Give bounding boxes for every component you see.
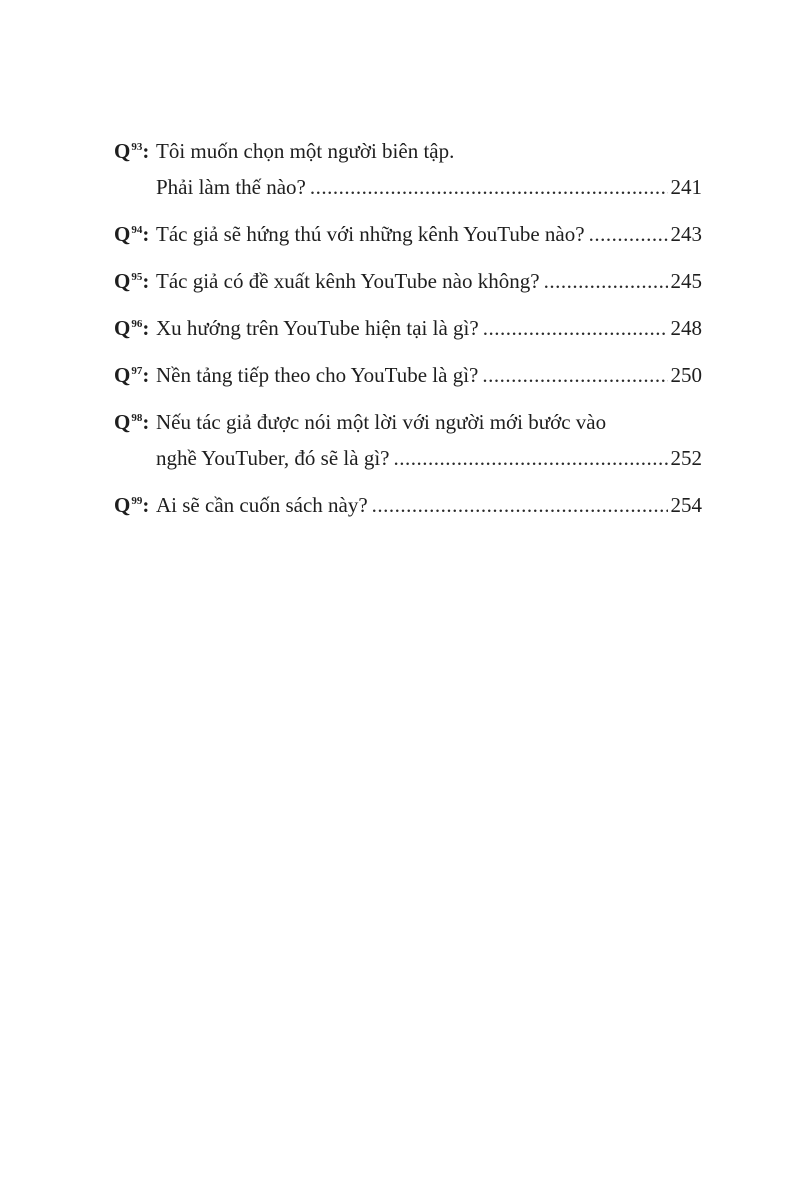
entry-title: Ai sẽ cần cuốn sách này?	[156, 493, 368, 517]
table-of-contents	[114, 133, 702, 523]
toc-entry-q95[interactable]	[114, 263, 702, 299]
page-number: 252	[670, 446, 702, 470]
dot-leader	[310, 169, 668, 205]
dot-leader	[372, 487, 668, 523]
question-number: 98	[131, 412, 143, 424]
entry-title: nghề YouTuber, đó sẽ là gì?	[156, 446, 390, 470]
entry-title: Nếu tác giả được nói một lời với người mới bước vào	[156, 410, 607, 434]
page-number: 241	[670, 175, 702, 199]
entry-title: Phải làm thế nào?	[156, 175, 306, 199]
question-number: 93	[131, 141, 143, 153]
page-number: 254	[670, 493, 702, 517]
dot-leader	[589, 216, 668, 252]
page-number: 245	[670, 269, 702, 293]
entry-title: Tôi muốn chọn một người biên tập.	[156, 139, 455, 163]
toc-entry-q94[interactable]	[114, 216, 702, 252]
question-number: 95	[131, 271, 143, 283]
question-label: $Q^{93}$:	[114, 139, 150, 163]
entry-title: Nền tảng tiếp theo cho YouTube là gì?	[156, 363, 479, 387]
question-label: $Q^{98}$:	[114, 410, 150, 434]
toc-entry-q99[interactable]	[114, 487, 702, 523]
page-number: 243	[670, 222, 702, 246]
entry-title: Xu hướng trên YouTube hiện tại là gì?	[156, 316, 479, 340]
toc-entry-q98[interactable]	[114, 404, 702, 476]
question-number: 94	[131, 224, 143, 236]
page-number: 250	[670, 363, 702, 387]
page-number: 248	[670, 316, 702, 340]
question-label: $Q^{94}$:	[114, 222, 150, 246]
question-label: $Q^{96}$:	[114, 316, 150, 340]
question-label: $Q^{99}$:	[114, 493, 150, 517]
dot-leader	[482, 357, 667, 393]
question-label: $Q^{97}$:	[114, 363, 150, 387]
question-label: $Q^{95}$:	[114, 269, 150, 293]
dot-leader	[393, 440, 667, 476]
dot-leader	[544, 263, 668, 299]
question-number: 97	[131, 365, 143, 377]
question-number: 99	[131, 495, 143, 507]
toc-entry-q97[interactable]	[114, 357, 702, 393]
question-number: 96	[131, 318, 143, 330]
dot-leader	[483, 310, 668, 346]
toc-entry-q93[interactable]	[114, 133, 702, 205]
toc-entry-q96[interactable]	[114, 310, 702, 346]
entry-title: Tác giả sẽ hứng thú với những kênh YouTube nào?	[156, 222, 585, 246]
entry-title: Tác giả có đề xuất kênh YouTube nào không?	[156, 269, 540, 293]
